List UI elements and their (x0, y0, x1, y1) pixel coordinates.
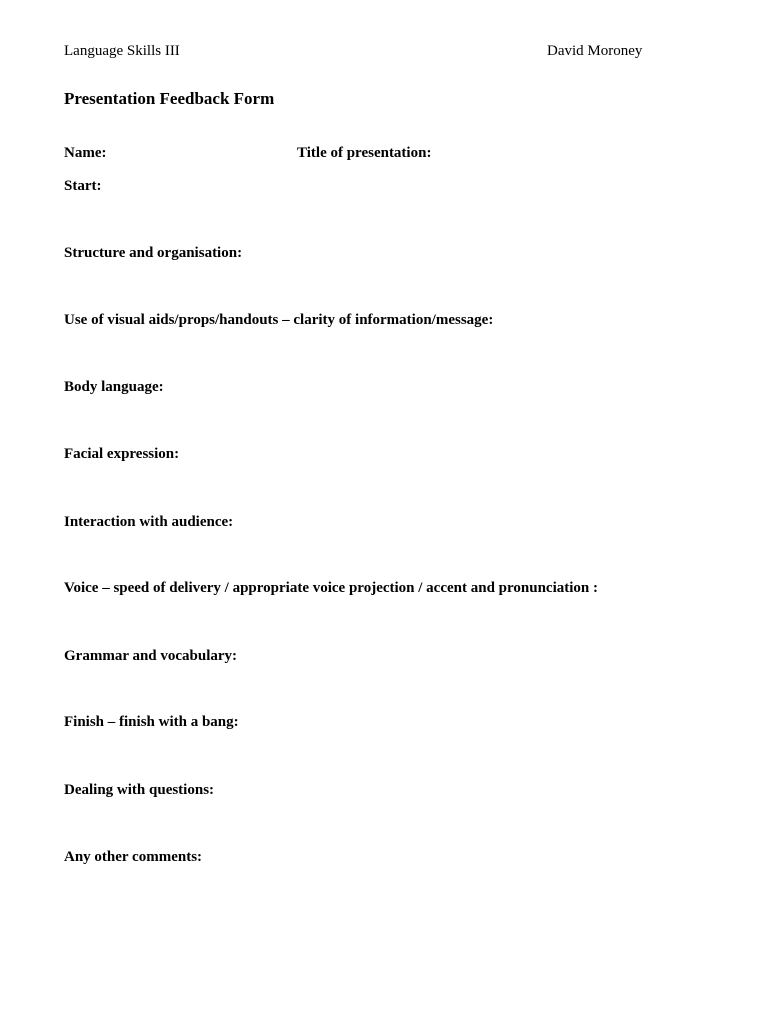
section-voice-label: Voice – speed of delivery / appropriate voice projection / accent and pronunciation : (64, 580, 599, 596)
section-grammar-label: Grammar and vocabulary: (64, 648, 238, 664)
section-body-language-label: Body language: (64, 379, 164, 395)
start-label: Start: (64, 178, 102, 194)
section-structure-label: Structure and organisation: (64, 245, 243, 261)
course-name: Language Skills III (64, 43, 180, 59)
section-interaction-label: Interaction with audience: (64, 514, 234, 530)
section-visual-aids-label: Use of visual aids/props/handouts – clarity of information/message: (64, 312, 494, 328)
form-title: Presentation Feedback Form (64, 89, 275, 108)
section-questions-label: Dealing with questions: (64, 782, 215, 798)
section-finish-label: Finish – finish with a bang: (64, 714, 239, 730)
section-facial-expression-label: Facial expression: (64, 446, 180, 462)
presentation-title-label: Title of presentation: (297, 145, 432, 161)
author-name: David Moroney (547, 43, 643, 59)
section-other-comments-label: Any other comments: (64, 849, 203, 865)
name-label: Name: (64, 145, 107, 161)
